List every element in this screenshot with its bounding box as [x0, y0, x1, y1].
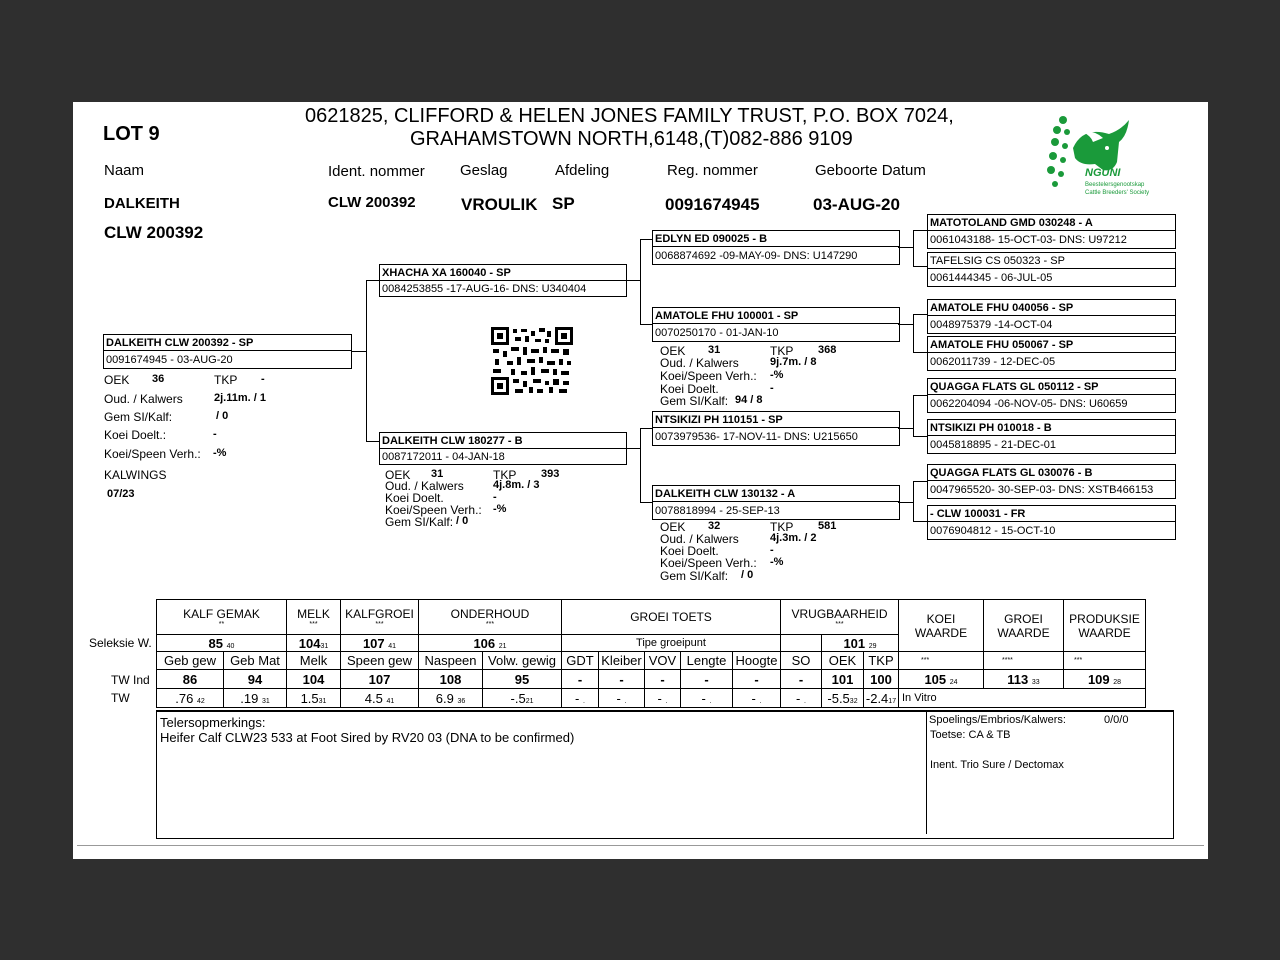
gp-ds-box [652, 411, 900, 446]
seleksie-blank [781, 635, 822, 652]
gp-sd-line: 0070250170 - 01-JAN-10 [655, 327, 779, 339]
auction-lot-sheet [73, 102, 1208, 859]
gp-ds-line: 0073979536- 17-NOV-11- DNS: U215650 [655, 431, 858, 443]
seleksie-onderhoud: 106 21 [419, 635, 562, 652]
dam-speen-label: Koei/Speen Verh.: [385, 503, 482, 517]
twind-cell: 101 [822, 670, 864, 689]
col-melk: Melk [287, 652, 341, 670]
gp-dd-tkp-label: TKP [770, 520, 794, 534]
gp-sd-box [652, 307, 900, 342]
seleksie-vrugbaarheid: 101 29 [822, 635, 899, 652]
vrugbaarheid-group: VRUGBAARHEID *** [781, 600, 899, 635]
subject-oek: 36 [152, 373, 165, 385]
produksie-waarde-stars: *** [1064, 652, 1146, 670]
dam-gem: / 0 [456, 515, 469, 527]
spoelings-label: Spoelings/Embrios/Kalwers: [929, 714, 1066, 726]
groei-waarde-header: GROEI WAARDE [984, 600, 1064, 652]
gp-sd-oek-label: OEK [660, 344, 686, 358]
remarks-label: Telersopmerkings: [160, 715, 266, 730]
gp-sd-gem-label: Gem SI/Kalf: [660, 394, 729, 408]
gp-dd-koei: - [770, 544, 774, 556]
ggp-title-1: MATOTOLAND GMD 030248 - A [930, 217, 1093, 229]
animal-ident-large: CLW 200392 [104, 223, 204, 242]
kalfgroei-group: KALFGROEI *** [341, 600, 419, 635]
header-geboorte: Geboorte Datum [815, 162, 926, 179]
lot-number: LOT 9 [103, 123, 160, 145]
subject-speen-label: Koei/Speen Verh.: [104, 447, 201, 461]
tw-cell: 6.9 36 [419, 689, 483, 708]
subject-oud-label: Oud. / Kalwers [104, 392, 183, 406]
ggp-line-8: 0076904812 - 15-OCT-10 [930, 525, 1056, 537]
ggp-line-3: 0048975379 -14-OCT-04 [930, 319, 1053, 331]
gp-sd-speen: -% [770, 369, 784, 381]
sire-title: XHACHA XA 160040 - SP [382, 267, 511, 279]
twind-cell: - [645, 670, 681, 689]
col-speen-gew: Speen gew [341, 652, 419, 670]
dam-oud: 4j.8m. / 3 [493, 479, 540, 491]
gp-sd-title: AMATOLE FHU 100001 - SP [655, 310, 799, 322]
subject-speen: -% [213, 447, 227, 459]
col-volw-gewig: Volw. gewig [483, 652, 562, 670]
spoelings-value: 0/0/0 [1104, 714, 1129, 726]
gp-dd-koei-label: Koei Doelt. [660, 544, 719, 558]
ggp-box-1 [927, 214, 1176, 249]
gp-sd-gem: 94 / 8 [735, 394, 763, 406]
twind-cell: 108 [419, 670, 483, 689]
ggp-box-4 [927, 336, 1176, 371]
gp-sd-speen-label: Koei/Speen Verh.: [660, 369, 757, 383]
ggp-box-3 [927, 299, 1176, 334]
gp-sd-koei: - [770, 382, 774, 394]
dam-title: DALKEITH CLW 180277 - B [382, 435, 523, 447]
tw-cell: -2.417 [864, 689, 899, 708]
gp-sd-oud-label: Oud. / Kalwers [660, 356, 739, 370]
ggp-title-2: TAFELSIG CS 050323 - SP [930, 255, 1065, 267]
twind-cell: - [733, 670, 781, 689]
twind-cell: 107 [341, 670, 419, 689]
twind-cell: 104 [287, 670, 341, 689]
dam-oud-label: Oud. / Kalwers [385, 479, 464, 493]
gp-sd-koei-label: Koei Doelt. [660, 382, 719, 396]
ggp-box-5 [927, 378, 1176, 413]
melk-group: MELK *** [287, 600, 341, 635]
animal-afdeling: SP [552, 194, 575, 213]
ggp-box-2 [927, 252, 1176, 287]
dam-tkp: 393 [541, 468, 560, 480]
gp-dd-title: DALKEITH CLW 130132 - A [655, 488, 796, 500]
ggp-box-6 [927, 419, 1176, 454]
nguni-logo [1043, 108, 1153, 204]
subject-tkp: - [261, 373, 265, 385]
col-kleiber: Kleiber [599, 652, 645, 670]
header-reg: Reg. nommer [667, 162, 758, 179]
ggp-title-8: - CLW 100031 - FR [930, 508, 1026, 520]
col-hoogte: Hoogte [733, 652, 781, 670]
dam-gem-label: Gem SI/Kalf: [385, 515, 454, 529]
subject-oek-label: OEK [104, 373, 130, 387]
subject-box [103, 334, 352, 369]
ggp-title-7: QUAGGA FLATS GL 030076 - B [930, 467, 1093, 479]
twind-cell: - [599, 670, 645, 689]
twind-cell: - [562, 670, 599, 689]
col-tkp: TKP [864, 652, 899, 670]
tw-cell: - . [599, 689, 645, 708]
col-vov: VOV [645, 652, 681, 670]
subject-oud: 2j.11m. / 1 [214, 392, 266, 404]
ggp-line-6: 0045818895 - 21-DEC-01 [930, 439, 1056, 451]
dam-speen: -% [493, 503, 507, 515]
groei-waarde-value: 113 33 [984, 670, 1064, 689]
col-oek: OEK [822, 652, 864, 670]
seleksie-label: Seleksie W. [89, 636, 152, 650]
col-naspeen: Naspeen [419, 652, 483, 670]
sire-line: 0084253855 -17-AUG-16- DNS: U340404 [382, 283, 587, 295]
ggp-title-6: NTSIKIZI PH 010018 - B [930, 422, 1052, 434]
onderhoud-group: ONDERHOUD *** [419, 600, 562, 635]
ggp-line-5: 0062204094 -06-NOV-05- DNS: U60659 [930, 398, 1128, 410]
gp-sd-oud: 9j.7m. / 8 [770, 356, 817, 368]
tw-cell: - . [562, 689, 599, 708]
gp-dd-oud-label: Oud. / Kalwers [660, 532, 739, 546]
qr-code-icon [491, 327, 573, 395]
dam-line: 0087172011 - 04-JAN-18 [382, 451, 505, 463]
tw-cell: - . [733, 689, 781, 708]
twind-cell: - [681, 670, 733, 689]
animal-reg: 0091674945 [665, 195, 760, 214]
logo-brand: NGUNI [1085, 167, 1121, 179]
subject-line: 0091674945 - 03-AUG-20 [106, 354, 233, 366]
header-afdeling: Afdeling [555, 162, 610, 179]
kalf-gemak-group: KALF GEMAK ** [157, 600, 287, 635]
ggp-title-5: QUAGGA FLATS GL 050112 - SP [930, 381, 1099, 393]
gp-dd-speen-label: Koei/Speen Verh.: [660, 556, 757, 570]
kalwings-label: KALWINGS [104, 468, 167, 482]
owner-line-1: 0621825, CLIFFORD & HELEN JONES FAMILY TRUST, P.O. BOX 7024, [305, 105, 954, 127]
logo-sub1: Beestelersgenootskap [1085, 182, 1145, 188]
gp-dd-oek-label: OEK [660, 520, 686, 534]
twind-cell: 86 [157, 670, 224, 689]
tw-cell: -.521 [483, 689, 562, 708]
gp-dd-tkp: 581 [818, 520, 837, 532]
dam-koei: - [493, 491, 497, 503]
col-so: SO [781, 652, 822, 670]
dam-oek-label: OEK [385, 468, 411, 482]
tw-cell: - . [681, 689, 733, 708]
seleksie-kalfgroei: 107 41 [341, 635, 419, 652]
seleksie-melk: 10431 [287, 635, 341, 652]
twind-cell: - [781, 670, 822, 689]
twind-cell: 94 [224, 670, 287, 689]
header-ident: Ident. nommer [328, 163, 425, 180]
tw-cell: 4.5 41 [341, 689, 419, 708]
ggp-line-1: 0061043188- 15-OCT-03- DNS: U97212 [930, 234, 1127, 246]
ggp-line-2: 0061444345 - 06-JUL-05 [930, 272, 1053, 284]
bottom-rule [77, 845, 1204, 846]
animal-ident: CLW 200392 [328, 194, 416, 211]
gp-dd-oud: 4j.3m. / 2 [770, 532, 817, 544]
ggp-line-4: 0062011739 - 12-DEC-05 [930, 356, 1056, 368]
koei-waarde-stars: *** [899, 652, 984, 670]
gp-dd-gem: / 0 [741, 569, 754, 581]
col-gdt: GDT [562, 652, 599, 670]
koei-waarde-value: 105 24 [899, 670, 984, 689]
seleksie-kalf-gemak: 85 40 [157, 635, 287, 652]
header-geslag: Geslag [460, 162, 508, 179]
subject-title: DALKEITH CLW 200392 - SP [106, 337, 254, 349]
twind-label: TW Ind [111, 673, 150, 687]
col-geb-gew: Geb gew [157, 652, 224, 670]
logo-sub2: Cattle Breeders' Society [1085, 190, 1150, 196]
gp-ss-box [652, 230, 900, 265]
subject-koei-label: Koei Doelt.: [104, 428, 167, 442]
subject-koei: - [213, 428, 217, 440]
animal-geboorte: 03-AUG-20 [813, 195, 900, 214]
dam-oek: 31 [431, 468, 444, 480]
owner-line-2: GRAHAMSTOWN NORTH,6148,(T)082-886 9109 [410, 128, 853, 150]
produksie-waarde-value: 109 28 [1064, 670, 1146, 689]
in-vitro: In Vitro [899, 689, 1146, 708]
produksie-waarde-header: PRODUKSIE WAARDE [1064, 600, 1146, 652]
tw-cell: -5.532 [822, 689, 864, 708]
tw-cell: - . [781, 689, 822, 708]
ggp-box-8 [927, 505, 1176, 540]
gp-ds-title: NTSIKIZI PH 110151 - SP [655, 414, 783, 426]
ggp-title-3: AMATOLE FHU 040056 - SP [930, 302, 1074, 314]
tw-cell: 1.531 [287, 689, 341, 708]
gp-ss-title: EDLYN ED 090025 - B [655, 233, 768, 245]
koei-waarde-header: KOEI WAARDE [899, 600, 984, 652]
gp-sd-oek: 31 [708, 344, 721, 356]
subject-tkp-label: TKP [214, 373, 238, 387]
animal-name: DALKEITH [104, 195, 180, 212]
performance-table [156, 599, 1146, 708]
dam-tkp-label: TKP [493, 468, 517, 482]
kalwings-value: 07/23 [107, 488, 135, 500]
subject-gem: / 0 [216, 410, 229, 422]
sire-box [379, 264, 627, 297]
tipe-groeipunt: Tipe groeipunt [562, 635, 781, 652]
col-lengte: Lengte [681, 652, 733, 670]
ggp-box-7 [927, 464, 1176, 499]
inent: Inent. Trio Sure / Dectomax [930, 759, 1064, 771]
dam-koei-label: Koei Doelt. [385, 491, 444, 505]
twind-cell: 100 [864, 670, 899, 689]
gp-sd-tkp-label: TKP [770, 344, 794, 358]
col-geb-mat: Geb Mat [224, 652, 287, 670]
tw-cell: .76 42 [157, 689, 224, 708]
tw-label: TW [111, 691, 130, 705]
gp-sd-tkp: 368 [818, 344, 837, 356]
ggp-line-7: 0047965520- 30-SEP-03- DNS: XSTB466153 [930, 484, 1154, 496]
gp-dd-box [652, 485, 900, 520]
subject-gem-label: Gem SI/Kalf: [104, 410, 173, 424]
gp-ss-line: 0068874692 -09-MAY-09- DNS: U147290 [655, 250, 858, 262]
remarks-text: Heifer Calf CLW23 533 at Foot Sired by RV20 03 (DNA to be confirmed) [160, 730, 575, 745]
ggp-title-4: AMATOLE FHU 050067 - SP [930, 339, 1074, 351]
remarks-box [156, 710, 1174, 839]
tw-cell: - . [645, 689, 681, 708]
gp-dd-speen: -% [770, 556, 784, 568]
gp-dd-oek: 32 [708, 520, 721, 532]
animal-geslag: VROULIK [461, 195, 538, 214]
qr-code [491, 327, 573, 395]
dam-box [379, 432, 627, 465]
toetse: Toetse: CA & TB [930, 729, 1011, 741]
gp-dd-line: 0078818994 - 25-SEP-13 [655, 505, 780, 517]
tw-cell: .19 31 [224, 689, 287, 708]
header-naam: Naam [104, 162, 145, 179]
twind-cell: 95 [483, 670, 562, 689]
groei-waarde-stars: **** [984, 652, 1064, 670]
gp-dd-gem-label: Gem SI/Kalf: [660, 569, 729, 583]
groei-toets-group: GROEI TOETS [562, 600, 781, 635]
